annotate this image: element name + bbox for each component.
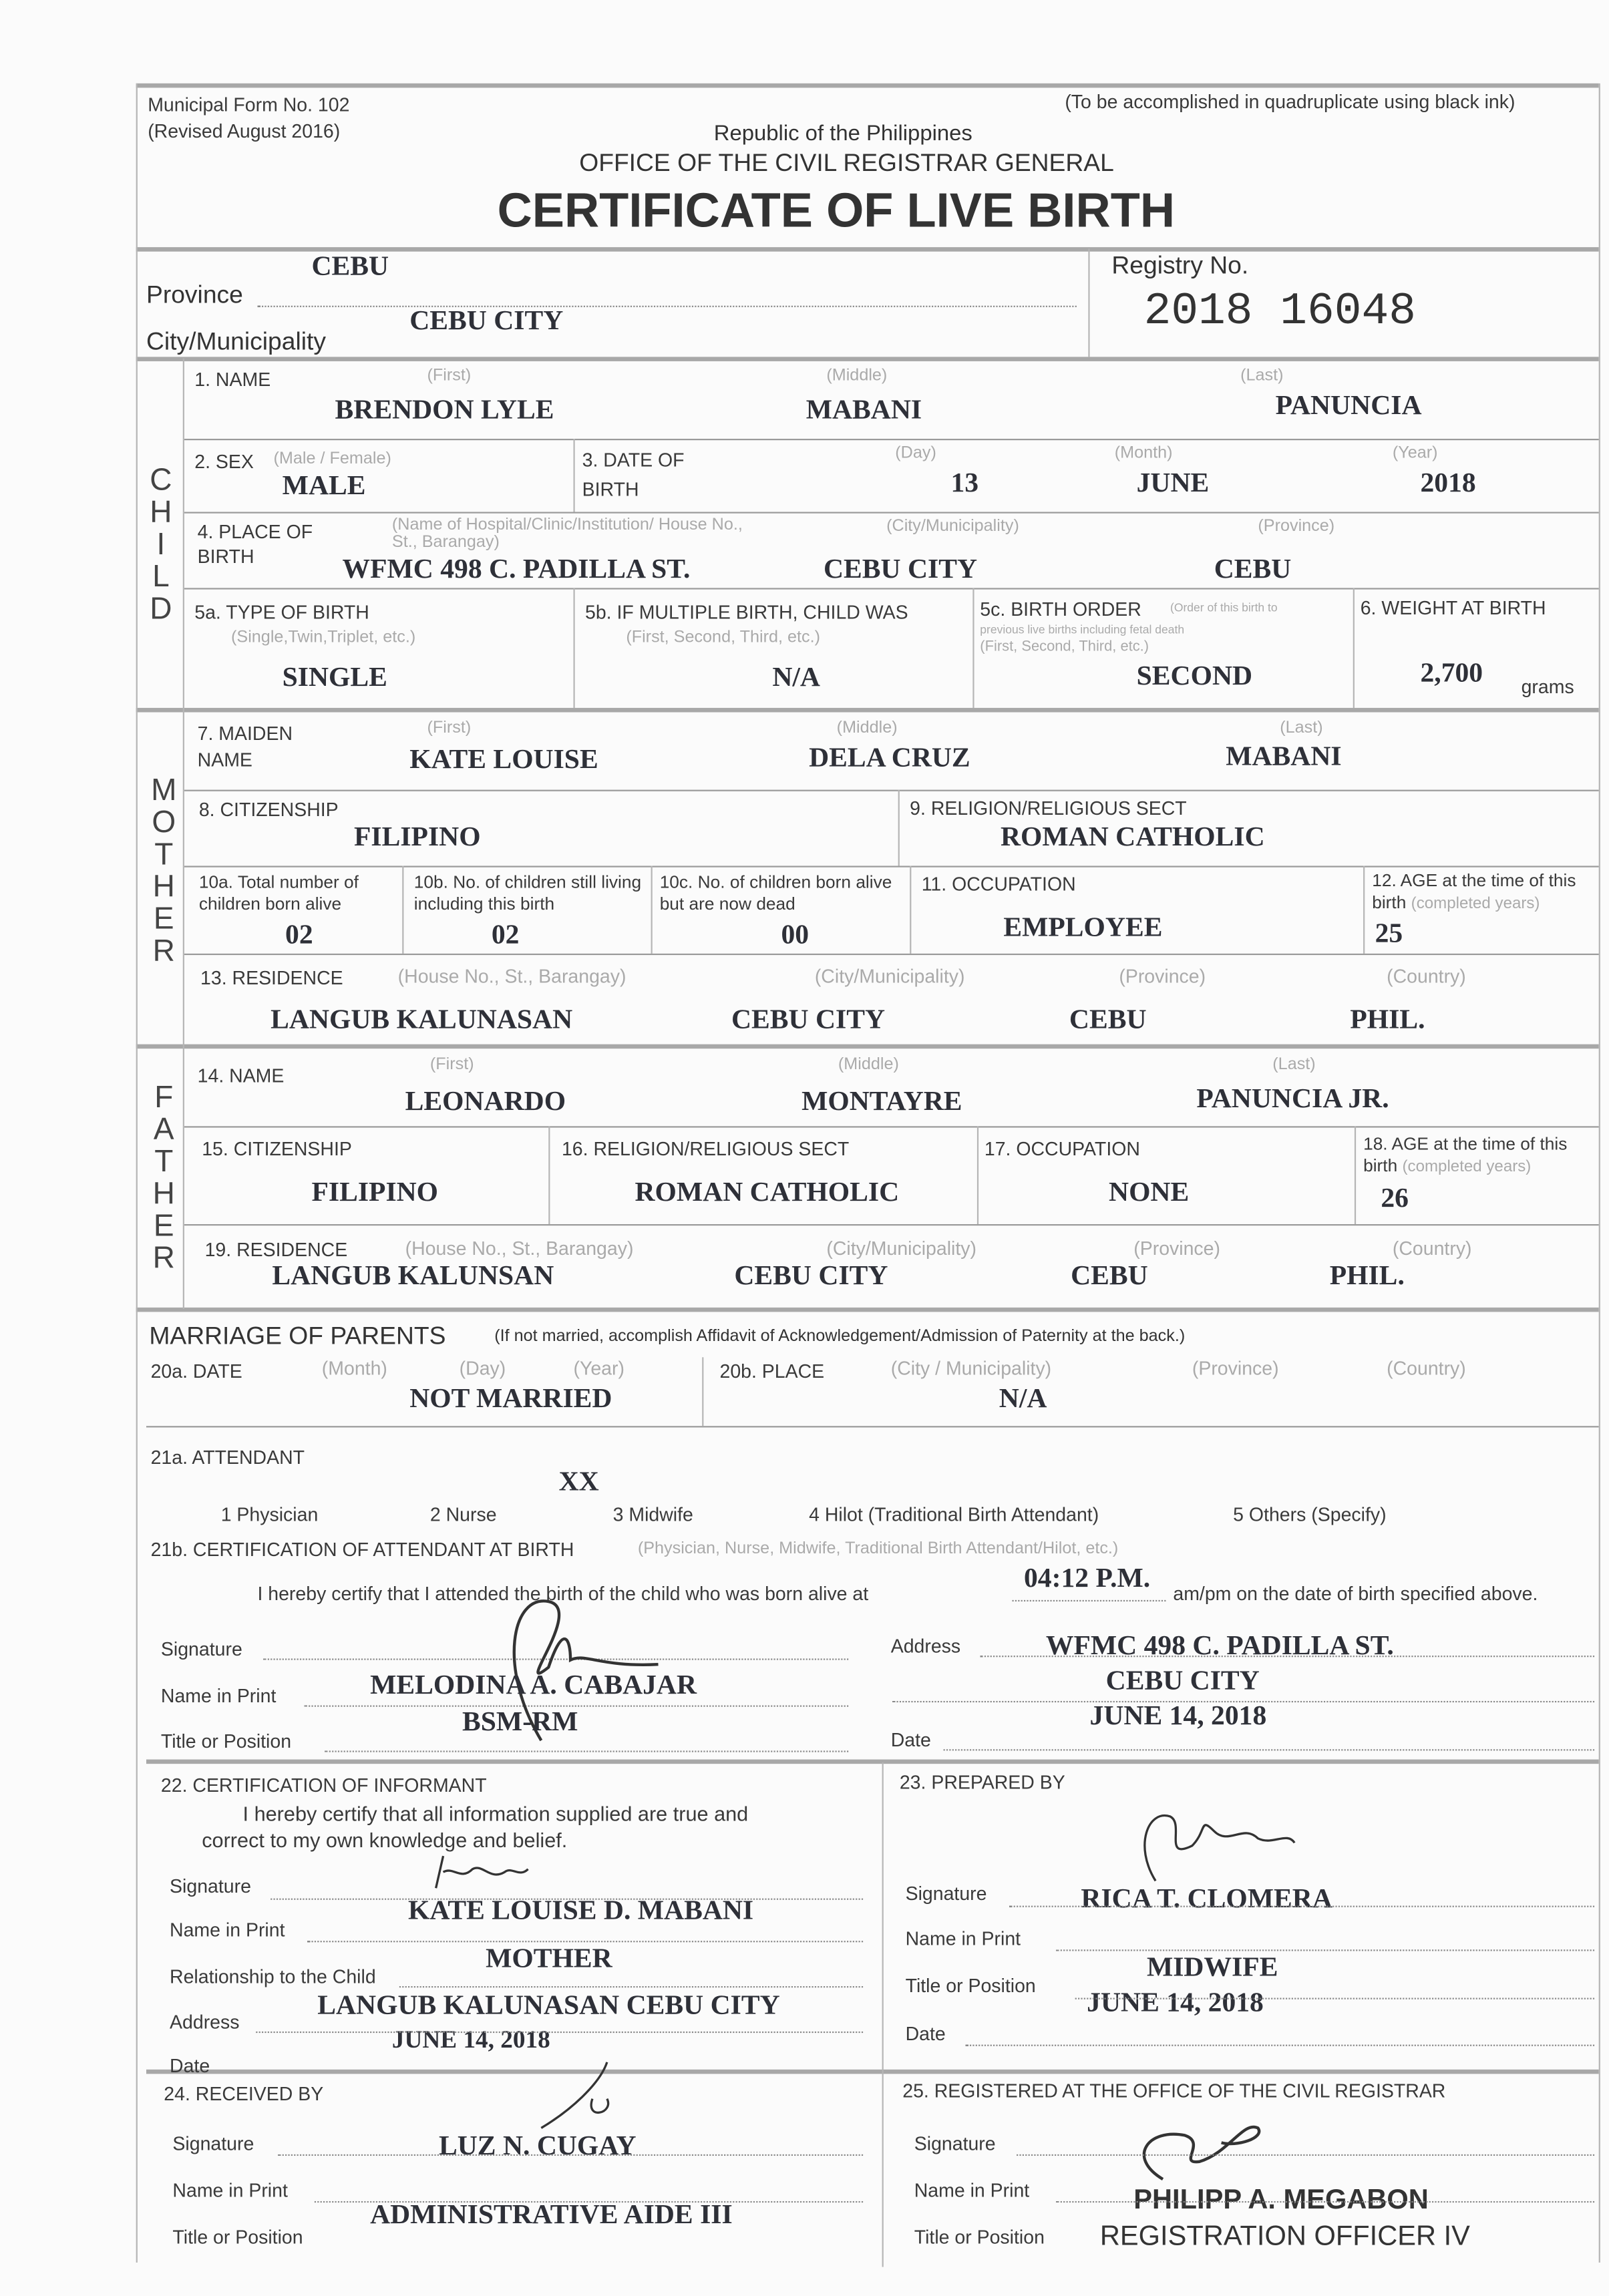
hint: (Province) [1133, 1237, 1221, 1260]
divider [184, 866, 1599, 867]
attendant-option-hilot: 4 Hilot (Traditional Birth Attendant) [809, 1503, 1099, 1526]
hint: (Country) [1387, 1357, 1466, 1380]
label: 10c. No. of children born alive but are now dead [659, 872, 892, 914]
label: Name in Print [914, 2179, 1030, 2201]
divider [146, 1760, 1599, 1764]
divider [183, 359, 184, 1310]
father-middle-name: MONTAYRE [801, 1087, 962, 1118]
children-now-dead: 00 [781, 920, 810, 951]
divider [136, 708, 1599, 713]
father-age: 26 [1381, 1183, 1409, 1214]
hint: (City / Municipality) [890, 1357, 1052, 1380]
divider [184, 512, 1599, 514]
revision-date: (Revised August 2016) [148, 120, 341, 142]
attendant-option-nurse: 2 Nurse [429, 1503, 497, 1526]
birth-month: JUNE [1136, 467, 1210, 499]
frame-right [1599, 83, 1600, 2263]
label: Date [890, 1728, 931, 1751]
label: 3. DATE OF BIRTH [582, 449, 685, 500]
child-last-name: PANUNCIA [1275, 390, 1422, 421]
mother-residence-city: CEBU CITY [731, 1004, 886, 1036]
label: Relationship to the Child [170, 1965, 376, 1988]
mother-residence-province: CEBU [1069, 1004, 1147, 1036]
place-of-birth-province: CEBU [1214, 554, 1292, 585]
receiver-signature [526, 2055, 629, 2131]
marriage-place: N/A [999, 1383, 1047, 1414]
divider [898, 790, 900, 866]
father-occupation: NONE [1109, 1177, 1190, 1208]
hint: (Last) [1272, 1056, 1316, 1074]
marriage-note: (If not married, accomplish Affidavit of Acknowledgement/Admission of Paternity at the back.) [494, 1328, 1186, 1346]
label: 10a. Total number of children born alive [198, 872, 359, 914]
father-first-name: LEONARDO [405, 1087, 566, 1118]
city-value: CEBU CITY [409, 305, 564, 337]
registry-label: Registry No. [1111, 251, 1249, 280]
divider [184, 954, 1599, 955]
section-child: C H I L D [150, 463, 172, 626]
mother-age: 25 [1375, 918, 1403, 950]
child-middle-name: MABANI [806, 395, 922, 426]
label: Title or Position [905, 1974, 1036, 1997]
place-of-birth: WFMC 498 C. PADILLA ST. [342, 554, 691, 585]
father-religion: ROMAN CATHOLIC [635, 1177, 900, 1208]
republic: Republic of the Philippines [713, 121, 972, 146]
multiple-birth: N/A [772, 662, 821, 694]
attendant-option-others: 5 Others (Specify) [1233, 1503, 1387, 1526]
label: 24. RECEIVED BY [164, 2082, 324, 2105]
hint: previous live births including fetal death [980, 622, 1185, 636]
label: 4. PLACE OF BIRTH [197, 520, 313, 568]
hint: (First) [427, 367, 472, 385]
marriage-date: NOT MARRIED [409, 1383, 612, 1414]
divider [1088, 248, 1089, 357]
label: Signature [172, 2132, 254, 2154]
label: 6. WEIGHT AT BIRTH [1360, 596, 1546, 619]
father-residence-country: PHIL. [1329, 1260, 1405, 1292]
attendant-mark: XX [558, 1467, 599, 1498]
label: 2. SEX [194, 450, 254, 473]
label: Name in Print [905, 1927, 1021, 1950]
attendant-date: JUNE 14, 2018 [1089, 1700, 1267, 1732]
divider [184, 588, 1599, 589]
divider [702, 1357, 703, 1426]
label: 11. OCCUPATION [921, 873, 1076, 896]
informant-signature [431, 1852, 534, 1896]
hint: (First) [429, 1056, 474, 1074]
preparer-date: JUNE 14, 2018 [1087, 1987, 1264, 2019]
children-born-alive: 02 [285, 920, 313, 951]
document-title: CERTIFICATE OF LIVE BIRTH [497, 182, 1176, 237]
mother-occupation: EMPLOYEE [1003, 912, 1163, 944]
hint: (First, Second, Third, etc.) [626, 628, 820, 646]
label: Address [890, 1635, 961, 1658]
label: Title or Position [160, 1730, 292, 1752]
hint: (First) [427, 719, 472, 737]
divider [882, 1762, 884, 2267]
mother-religion: ROMAN CATHOLIC [1000, 821, 1265, 853]
label: 22. CERTIFICATION OF INFORMANT [160, 1774, 487, 1796]
certification-text: I hereby certify that I attended the birth of the child who was born alive at [257, 1582, 869, 1605]
father-citizenship: FILIPINO [311, 1177, 439, 1208]
label: 18. AGE at the time of this birth [1363, 1133, 1568, 1176]
divider [136, 83, 1599, 88]
hint: (Middle) [838, 1056, 899, 1074]
label: Title or Position [914, 2226, 1045, 2249]
hint: (House No., St., Barangay) [405, 1237, 634, 1260]
label: Title or Position [172, 2226, 303, 2249]
label: Signature [160, 1638, 242, 1660]
hint: (Day) [895, 444, 936, 463]
hint: (House No., St., Barangay) [397, 965, 627, 988]
label: 14. NAME [197, 1065, 285, 1087]
label: 5c. BIRTH ORDER [980, 598, 1141, 620]
label: Date [905, 2022, 946, 2045]
father-age-label [1363, 1133, 1583, 1179]
attendant-option-physician: 1 Physician [220, 1503, 319, 1526]
child-sex: MALE [282, 471, 366, 502]
label: 17. OCCUPATION [984, 1137, 1140, 1160]
hint: (completed years) [1402, 1158, 1532, 1176]
birth-year: 2018 [1420, 467, 1476, 499]
attendant-address-line2: CEBU CITY [1105, 1666, 1260, 1697]
informant-name: KATE LOUISE D. MABANI [408, 1895, 754, 1927]
label: Date [170, 2054, 210, 2077]
divider [573, 588, 574, 708]
divider [402, 866, 403, 953]
form-number: Municipal Form No. 102 [148, 93, 350, 116]
hint: (Middle) [826, 367, 888, 385]
label: 5a. TYPE OF BIRTH [194, 601, 369, 623]
mother-residence-street: LANGUB KALUNASAN [271, 1004, 573, 1036]
divider [1363, 866, 1365, 953]
hint: (Last) [1240, 367, 1284, 385]
label: 25. REGISTERED AT THE OFFICE OF THE CIVIL REGISTRAR [902, 2080, 1446, 2102]
hint: (Middle) [836, 719, 898, 737]
divider [972, 588, 974, 708]
hint: (Year) [573, 1357, 624, 1380]
divider [184, 1126, 1599, 1127]
divider [548, 1126, 550, 1224]
divider [184, 1224, 1599, 1225]
mother-citizenship: FILIPINO [353, 821, 481, 853]
label: 7. MAIDEN NAME [197, 722, 293, 771]
hint: (Country) [1392, 1237, 1472, 1260]
hint: (Province) [1119, 965, 1206, 988]
hint: (Province) [1258, 518, 1335, 536]
informant-date: JUNE 14, 2018 [391, 2026, 550, 2054]
divider [184, 790, 1599, 791]
label: 12. AGE at the time of this birth [1372, 870, 1576, 913]
divider [977, 1126, 978, 1224]
city-label: City/Municipality [146, 327, 326, 356]
hint: (Last) [1280, 719, 1323, 737]
label: 16. RELIGION/RELIGIOUS SECT [561, 1137, 850, 1160]
hint: (Province) [1192, 1357, 1279, 1380]
hint: (Name of Hospital/Clinic/Institution/ House No., St., Barangay) [391, 516, 743, 552]
instruction: (To be accomplished in quadruplicate using black ink) [1065, 90, 1515, 113]
frame-left [136, 83, 138, 2263]
label: 19. RESIDENCE [204, 1238, 348, 1261]
label: 23. PREPARED BY [899, 1771, 1065, 1793]
label: 9. RELIGION/RELIGIOUS SECT [910, 797, 1187, 819]
hint: (Order of this birth to [1170, 601, 1278, 614]
divider [1353, 588, 1355, 708]
divider [1355, 1126, 1356, 1224]
label: 15. CITIZENSHIP [202, 1137, 352, 1160]
hint: (Male / Female) [273, 450, 391, 468]
hint: (City/Municipality) [814, 965, 965, 988]
label: Signature [914, 2132, 996, 2154]
divider [136, 1308, 1599, 1312]
hint: (Day) [459, 1357, 506, 1380]
informant-address: LANGUB KALUNASAN CEBU CITY [317, 1990, 780, 2022]
hint: (First, Second, Third, etc.) [980, 639, 1149, 656]
province-label: Province [146, 280, 243, 309]
child-first-name: BRENDON LYLE [335, 395, 554, 426]
label: Signature [905, 1882, 987, 1905]
label: grams [1521, 675, 1574, 698]
father-residence-province: CEBU [1071, 1260, 1148, 1292]
divider [910, 866, 911, 953]
receiver-title: ADMINISTRATIVE AIDE III [370, 2199, 733, 2231]
attendant-address-line1: WFMC 498 C. PADILLA ST. [1045, 1630, 1394, 1662]
informant-text: I hereby certify that all information supplied are true and [242, 1802, 749, 1826]
attendant-title: BSM-RM [462, 1706, 578, 1738]
hint: (Month) [1114, 444, 1173, 463]
children-still-living: 02 [491, 920, 520, 951]
preparer-name: RICA T. CLOMERA [1081, 1883, 1332, 1915]
mother-first-name: KATE LOUISE [409, 744, 598, 775]
hint: (Single,Twin,Triplet, etc.) [231, 628, 416, 646]
registrar-title: REGISTRATION OFFICER IV [1099, 2221, 1470, 2253]
label: 20b. PLACE [719, 1360, 825, 1382]
birth-time: 04:12 P.M. [1024, 1563, 1151, 1595]
divider [146, 1426, 1599, 1427]
divider [136, 1044, 1599, 1049]
mother-residence-country: PHIL. [1350, 1004, 1425, 1036]
office: OFFICE OF THE CIVIL REGISTRAR GENERAL [579, 149, 1114, 177]
attendant-option-midwife: 3 Midwife [612, 1503, 693, 1526]
hint: (City/Municipality) [886, 518, 1019, 536]
marriage-title: MARRIAGE OF PARENTS [149, 1322, 446, 1350]
receiver-name: LUZ N. CUGAY [439, 2130, 637, 2162]
registry-number: 2018 16048 [1143, 286, 1416, 338]
birth-order: SECOND [1136, 660, 1253, 692]
father-residence-street: LANGUB KALUNSAN [272, 1260, 554, 1292]
divider [651, 866, 653, 953]
label: 8. CITIZENSHIP [198, 798, 339, 821]
type-of-birth: SINGLE [282, 662, 387, 694]
label: 20a. DATE [150, 1360, 242, 1382]
label: 5b. IF MULTIPLE BIRTH, CHILD WAS [585, 601, 908, 623]
label: Name in Print [170, 1919, 285, 1941]
place-of-birth-city: CEBU CITY [823, 554, 978, 585]
label: 21a. ATTENDANT [150, 1446, 305, 1469]
preparer-title: MIDWIFE [1146, 1952, 1278, 1983]
birth-weight: 2,700 [1420, 658, 1483, 689]
hint: (City/Municipality) [826, 1237, 976, 1260]
label: 10b. No. of children still living including this birth [413, 872, 642, 914]
label: am/pm on the date of birth specified above. [1173, 1582, 1538, 1605]
label: 21b. CERTIFICATION OF ATTENDANT AT BIRTH [150, 1538, 574, 1561]
divider [184, 439, 1599, 440]
label: Address [170, 2011, 240, 2034]
province-value: CEBU [311, 251, 389, 282]
label: Name in Print [160, 1684, 277, 1707]
mother-middle-name: DELA CRUZ [809, 743, 970, 774]
section-father: F A T H E R [152, 1081, 175, 1276]
label: Name in Print [172, 2179, 288, 2201]
label: Signature [170, 1875, 251, 1897]
section-mother: M O T H E R [151, 773, 177, 968]
hint: (Country) [1387, 965, 1466, 988]
preparer-signature [1126, 1802, 1302, 1884]
hint: (completed years) [1411, 895, 1540, 913]
birth-day: 13 [950, 467, 979, 499]
father-residence-city: CEBU CITY [734, 1260, 888, 1292]
informant-text: correct to my own knowledge and belief. [202, 1828, 568, 1852]
mother-last-name: MABANI [1226, 741, 1342, 773]
label: 1. NAME [194, 368, 271, 391]
divider [136, 357, 1599, 361]
hint: (Year) [1392, 444, 1438, 463]
hint: (Month) [321, 1357, 387, 1380]
registrar-signature [1119, 2106, 1280, 2182]
father-last-name: PANUNCIA JR. [1196, 1083, 1389, 1115]
label: 13. RESIDENCE [200, 966, 343, 989]
mother-age-label [1372, 870, 1592, 916]
hint: (Physician, Nurse, Midwife, Traditional Birth Attendant/Hilot, etc.) [637, 1540, 1119, 1558]
attendant-name: MELODINA A. CABAJAR [370, 1670, 697, 1701]
registrar-name: PHILIPP A. MEGABON [1133, 2184, 1429, 2216]
divider [146, 2070, 1599, 2074]
informant-relationship: MOTHER [486, 1943, 612, 1975]
divider [573, 439, 574, 512]
